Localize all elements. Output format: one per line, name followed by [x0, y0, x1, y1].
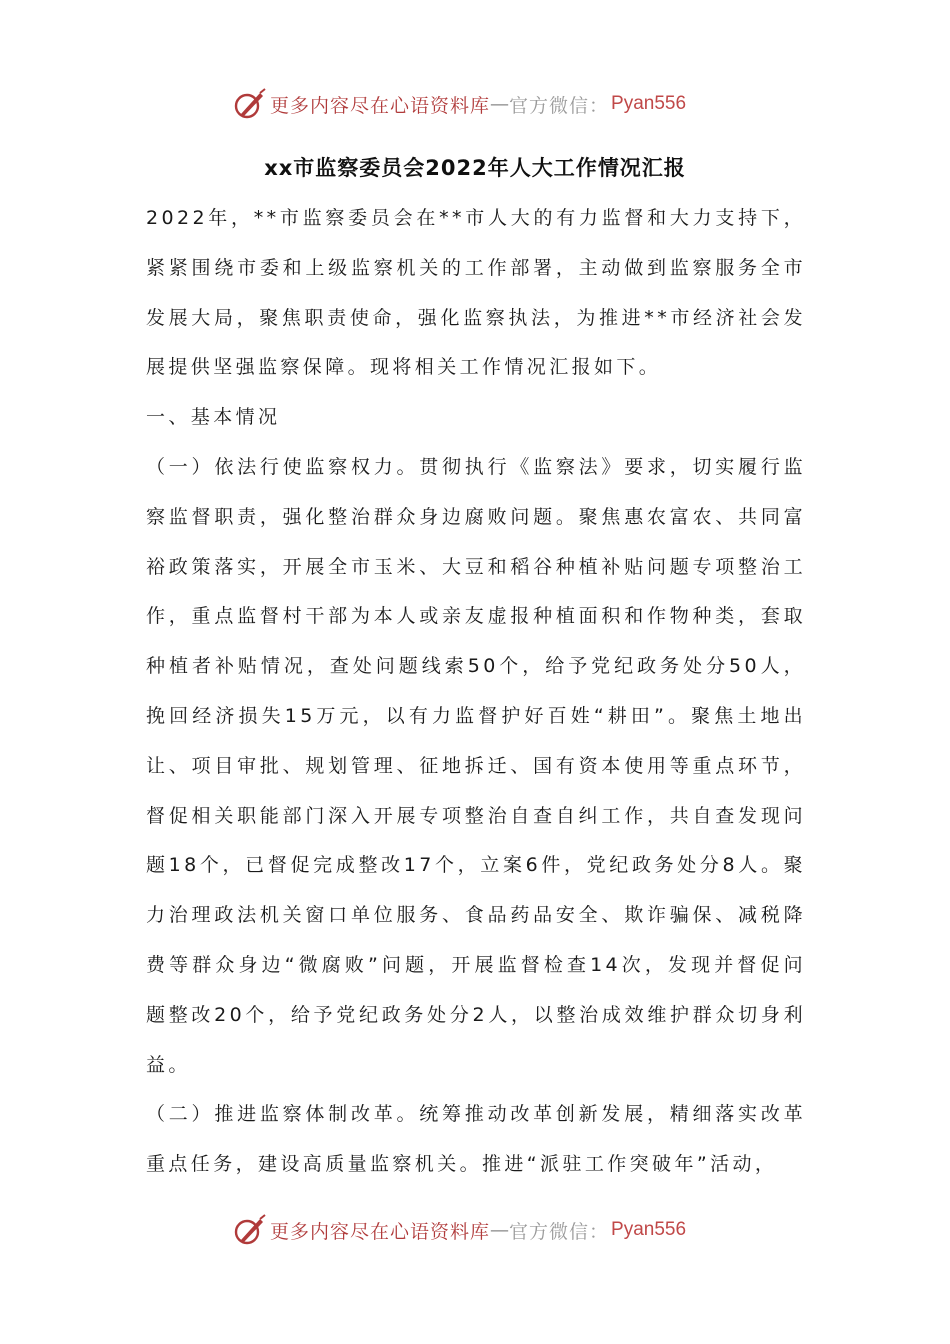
- watermark-brand-text: 更多内容尽在心语资料库: [270, 94, 491, 117]
- watermark-separator: —: [490, 1219, 510, 1241]
- watermark-wechat-id: Pyan556: [611, 93, 687, 114]
- document-body: [146, 194, 806, 1190]
- quill-pen-logo-icon: [232, 1213, 266, 1247]
- watermark-brand-text: 更多内容尽在心语资料库: [270, 1220, 491, 1243]
- subsection-1-paragraph: （一）依法行使监察权力。贯彻执行《监察法》要求，切实履行监察监督职责，强化整治群众身边腐败问题。聚焦惠农富农、共同富裕政策落实，开展全市玉米、大豆和稻谷种植补贴问题专项整治工作，重点监督村干部为本人或亲友虚报种植面积和作物种类，套取种植者补贴情况，查处问题线索50个，给予党纪政务处分50人，挽回经济损失15万元，以有力监督护好百姓“耕田”。聚焦土地出让、项目审批、规划管理、征地拆迁、国有资本使用等重点环节，督促相关职能部门深入开展专项整治自查自纠工作，共自查发现问题18个，已督促完成整改17个，立案6件，党纪政务处分8人。聚力治理政法机关窗口单位服务、食品药品安全、欺诈骗保、减税降费等群众身边“微腐败”问题，开展监督检查14次，发现并督促问题整改20个，给予党纪政务处分2人，以整治成效维护群众切身利益。: [146, 455, 806, 1076]
- watermark-wechat-id: Pyan556: [611, 1219, 687, 1240]
- document-title: xx市监察委员会2022年人大工作情况汇报: [264, 156, 686, 180]
- watermark-separator: —: [490, 93, 510, 115]
- watermark-label: 官方微信：: [509, 94, 610, 117]
- watermark-header: [232, 84, 686, 124]
- quill-pen-logo-icon: [232, 87, 266, 121]
- section-heading: 一、基本情况: [146, 406, 281, 429]
- intro-paragraph: 2022年，**市监察委员会在**市人大的有力监督和大力支持下，紧紧围绕市委和上级监察机关的工作部署，主动做到监察服务全市发展大局，聚焦职责使命，强化监察执法，为推进**市经济社会发展提供坚强监察保障。现将相关工作情况汇报如下。: [146, 207, 806, 379]
- watermark-label: 官方微信：: [509, 1220, 610, 1243]
- watermark-footer: [232, 1210, 686, 1250]
- subsection-2-paragraph: （二）推进监察体制改革。统筹推动改革创新发展，精细落实改革重点任务，建设高质量监察机关。推进“派驻工作突破年”活动，: [146, 1103, 806, 1176]
